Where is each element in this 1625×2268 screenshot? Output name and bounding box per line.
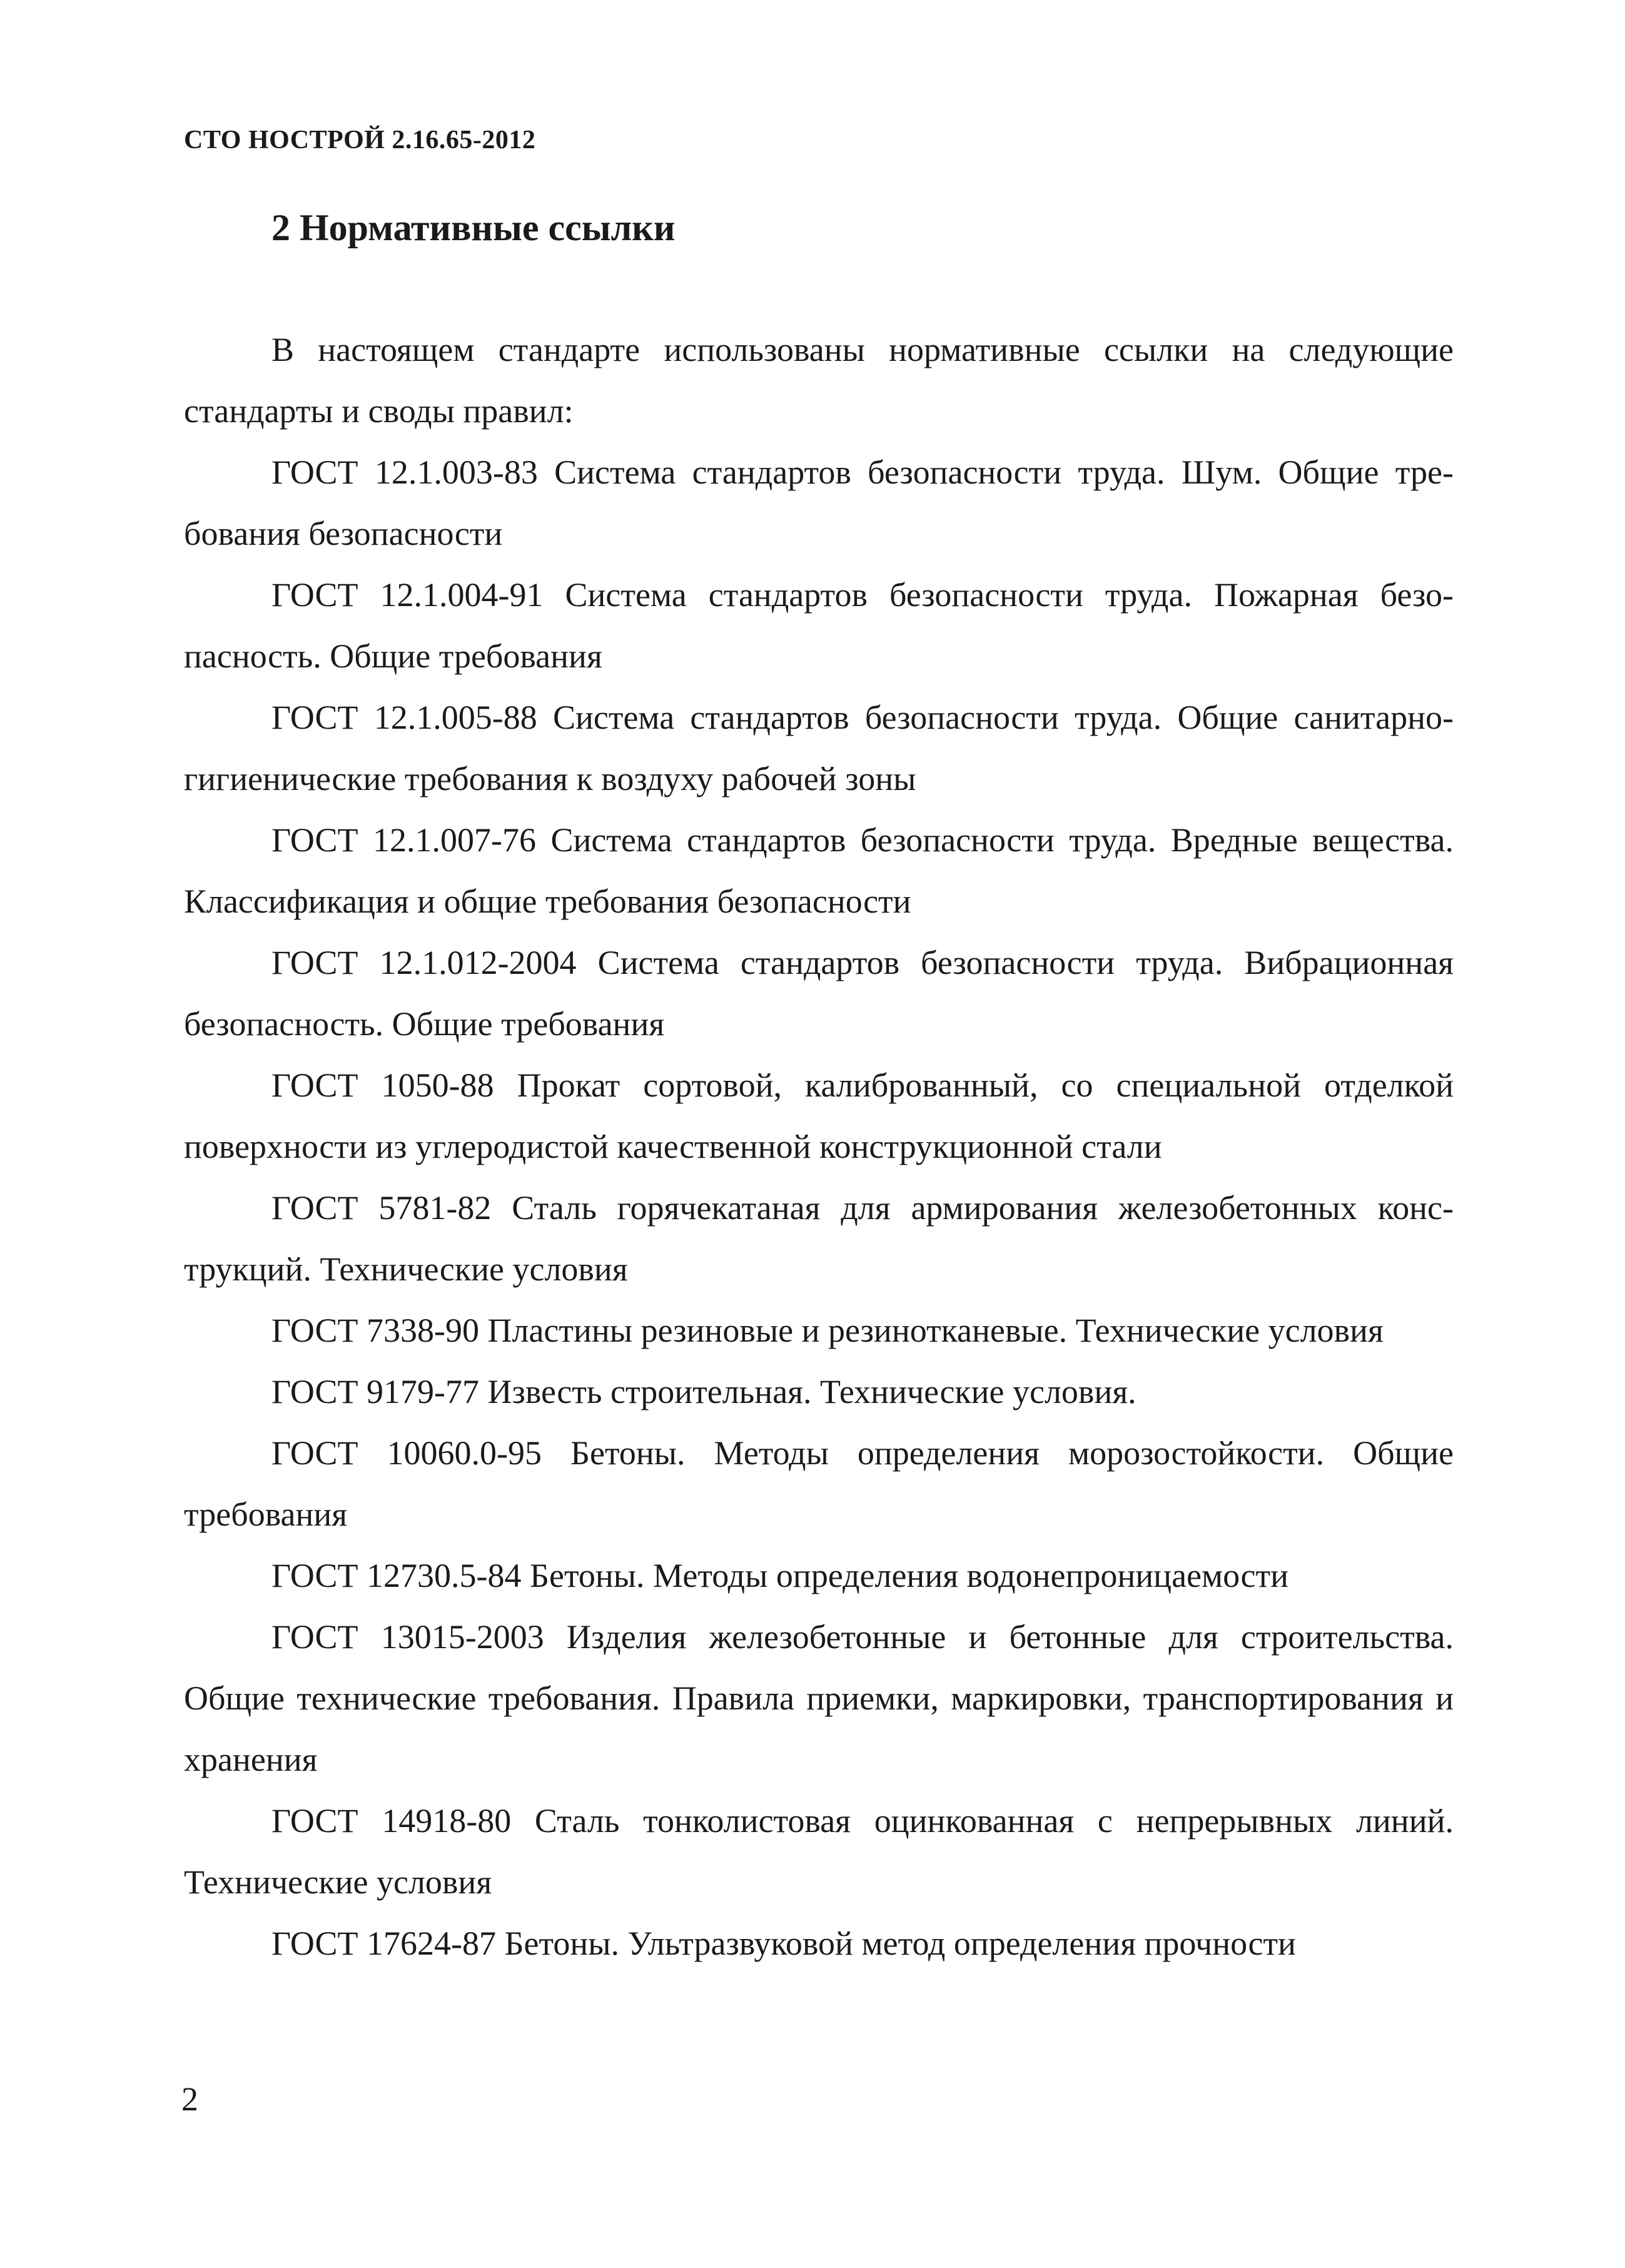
reference-gost-12-1-004-91: ГОСТ 12.1.004-91 Система стандартов безопасности труда. Пожарная безопасность. Общие требования [184, 576, 1454, 675]
reference-gost-10060-0-95: ГОСТ 10060.0-95 Бетоны. Методы определения морозостойкости. Общие требования [184, 1434, 1454, 1533]
reference-gost-12-1-007-76: ГОСТ 12.1.007-76 Система стандартов безопасности труда. Вредные вещества. Классификация и общие требования безопасности [184, 821, 1454, 920]
reference-gost-12-1-003-83: ГОСТ 12.1.003-83 Система стандартов безопасности труда. Шум. Общие требования безопасности [184, 453, 1454, 552]
section-title: 2 Нормативные ссылки [271, 207, 676, 248]
page-number: 2 [181, 2080, 198, 2118]
reference-gost-9179-77: ГОСТ 9179-77 Известь строительная. Технические условия. [271, 1373, 1136, 1410]
reference-gost-12-1-012-2004: ГОСТ 12.1.012-2004 Система стандартов безопасности труда. Вибрационная безопасность. Общие требования [184, 944, 1454, 1043]
reference-gost-13015-2003: ГОСТ 13015-2003 Изделия железобетонные и бетонные для строительства. Общие технические требования. Правила приемки, маркировки, транспортирования и хранения [184, 1618, 1454, 1778]
document-code-header: СТО НОСТРОЙ 2.16.65-2012 [184, 126, 536, 154]
references-list [184, 319, 1454, 1974]
intro-paragraph: В настоящем стандарте использованы нормативные ссылки на следующие стандарты и своды правил: [184, 331, 1454, 430]
reference-gost-12730-5-84: ГОСТ 12730.5-84 Бетоны. Методы определения водонепроницаемости [271, 1557, 1288, 1594]
reference-gost-12-1-005-88: ГОСТ 12.1.005-88 Система стандартов безопасности труда. Общие санитарно-гигиенические требования к воздуху рабочей зоны [184, 699, 1454, 797]
reference-gost-17624-87: ГОСТ 17624-87 Бетоны. Ультразвуковой метод определения прочности [271, 1925, 1296, 1962]
reference-gost-1050-88: ГОСТ 1050-88 Прокат сортовой, калиброванный, со специальной отделкой поверхности из углеродистой качественной конструкционной стали [184, 1066, 1454, 1165]
reference-gost-14918-80: ГОСТ 14918-80 Сталь тонколистовая оцинкованная с непрерывных линий. Технические условия [184, 1802, 1454, 1901]
reference-gost-7338-90: ГОСТ 7338-90 Пластины резиновые и резинотканевые. Технические условия [271, 1312, 1384, 1349]
reference-gost-5781-82: ГОСТ 5781-82 Сталь горячекатаная для армирования железобетонных конструкций. Технические условия [184, 1189, 1454, 1288]
